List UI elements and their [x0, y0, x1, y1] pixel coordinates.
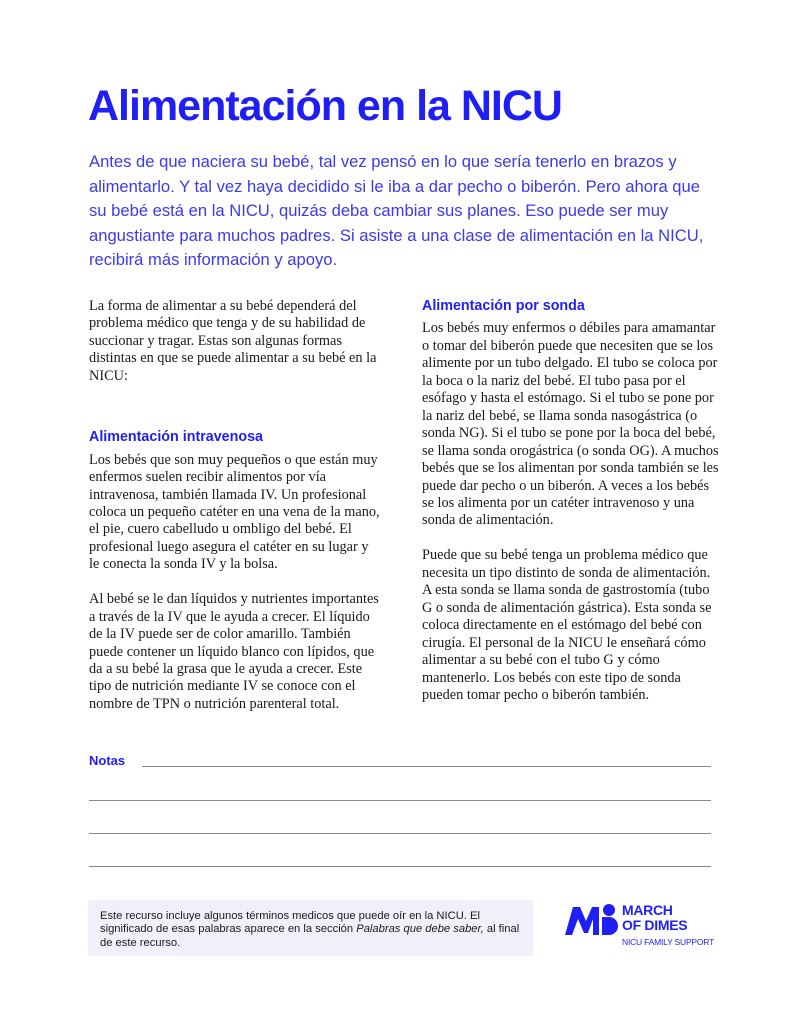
march-of-dimes-logo — [565, 903, 715, 953]
section-heading-intravenous: Alimentación intravenosa — [89, 429, 263, 446]
footer-text: Este recurso incluye algunos términos medicos que puede oír en la NICU. El significado de esas palabras aparece en la sección — [100, 910, 480, 936]
footer-text: al final de este recurso. — [100, 923, 520, 949]
paragraph: Los bebés que son muy pequeños o que están muy enfermos suelen recibir alimentos por vía intravenosa, también llamada IV. Un profesional coloca un pequeño catéter en una vena de la mano, el pie, cuero cabelludo u ombligo del bebé. El profesional luego asegura el catéter en su lugar y le conecta la sonda IV y la bolsa. — [89, 451, 380, 573]
opening-paragraph: La forma de alimentar a su bebé dependerá del problema médico que tenga y de su habilidad de succionar y tragar. Estas son algunas formas distintas en que se puede alimentar a su bebé en la NICU: — [89, 298, 377, 384]
notes-label: Notas — [89, 753, 126, 768]
right-column — [422, 298, 720, 704]
intro-paragraph: Antes de que naciera su bebé, tal vez pensó en lo que sería tenerlo en brazos y alimentarlo. Y tal vez haya decidido si le iba a dar pecho o biberón. Pero ahora que su bebé está en la NICU, quizás deba cambiar sus planes. Eso puede ser muy angustiante para muchos padres. Si asiste a una clase de alimentación en la NICU, recibirá más información y apoyo. — [89, 152, 704, 270]
footer-note-text — [100, 910, 520, 950]
notes-line[interactable] — [142, 766, 711, 767]
notes-line[interactable] — [89, 866, 711, 867]
footer-note — [88, 900, 533, 956]
logo-mark-icon — [565, 903, 621, 937]
paragraph: Los bebés muy enfermos o débiles para amamantar o tomar del biberón puede que necesiten que se los alimente por un tubo delgado. El tubo se coloca por la boca o la nariz del bebé. El tubo pasa por el esófago y hasta el estómago. Si el tubo se pone por la nariz del bebé, se llama sonda nasogástrica (o sonda NG). Si el tubo se pone por la boca del bebé, se llama sonda orogástrica (o sonda OG). A muchos bebés que se los alimentan por sonda también se les puede dar pecho o un biberón. A veces a los bebés se los alimenta por un catéter intravenoso y una sonda de alimentación. — [422, 320, 719, 529]
paragraph: Al bebé se le dan líquidos y nutrientes importantes a través de la IV que le ayuda a crecer. El líquido de la IV puede ser de color amarillo. También puede contener un líquido blanco con lípidos, que da a su bebé la grasa que le ayuda a crecer. Este tipo de nutrición mediante IV se conoce con el nombre de TPN o nutrición parenteral total. — [89, 591, 379, 712]
section-heading-tube: Alimentación por sonda — [422, 298, 585, 314]
footer-italic-text: Palabras que debe saber, — [356, 923, 484, 936]
page-title: Alimentación en la NICU — [88, 82, 562, 130]
logo-wordmark: MARCH OF DIMES — [622, 902, 688, 933]
paragraph: Puede que su bebé tenga un problema médico que necesita un tipo distinto de sonda de alimentación. A esta sonda se llama sonda de gastrostomía (tubo G o sonda de alimentación gástrica). Esta sonda se coloca directamente en el estómago del bebé con cirugía. El personal de la NICU le enseñará cómo alimentar a su bebé con el tubo G y cómo mantenerlo. Los bebés con este tipo de sonda pueden tomar pecho o biberón también. — [422, 547, 712, 703]
notes-line[interactable] — [89, 833, 711, 834]
logo-subtitle: NICU FAMILY SUPPORT — [622, 937, 715, 947]
left-column — [89, 298, 381, 713]
notes-line[interactable] — [89, 800, 711, 801]
